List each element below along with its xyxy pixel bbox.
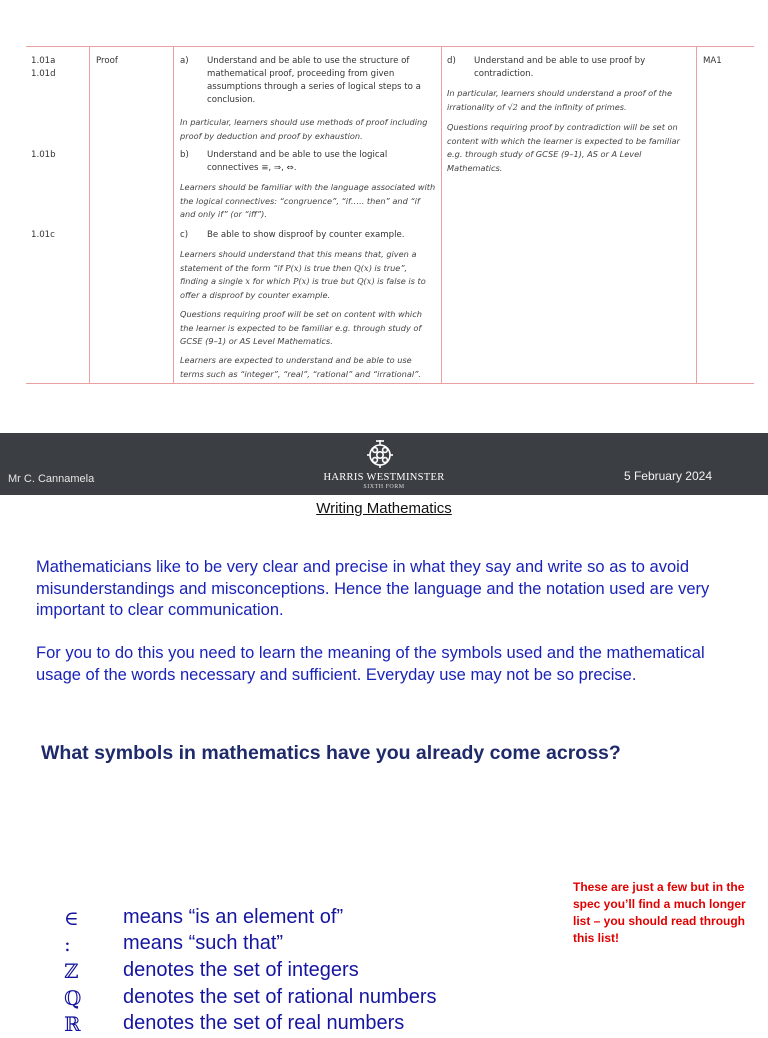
spec-item-a [180,55,434,107]
note-text: is false is to offer a disproof by counter example. [180,276,426,300]
item-label: b) [180,150,189,160]
item-text: Understand and be able to use proof by contradiction. [474,56,646,79]
item-label: d) [447,56,456,66]
math-expr: P(x) [285,262,302,273]
brand-name: HARRIS WESTMINSTER [323,472,445,483]
item-label: a) [180,56,189,66]
spec-topic: Proof [96,56,118,66]
integers-symbol: ℤ [64,959,79,983]
slide-date: 5 February 2024 [623,469,712,483]
note-text: and the infinity of primes. [517,101,627,112]
spec-item-b [180,149,434,177]
note-text: is true but [309,276,357,286]
item-label: c) [180,230,189,240]
spec-code: 1.01b [31,150,56,160]
spec-reference: MA1 [703,56,722,66]
spec-note: Questions requiring proof by contradiction will be set on content with which the learner is expected to be familiar e.g. through study of GCSE (9–1), AS or A Level Mathematics. [447,122,680,173]
spec-code: 1.01d [31,69,56,79]
symbol-row [0,959,560,985]
item-text: Understand and be able to use the structure of mathematical proof, proceeding from given assumptions through a series of logical steps to a conclusion. [207,56,421,105]
math-expr: x [245,276,251,286]
spec-item-c [180,229,434,243]
note-text: is true then [301,262,355,273]
symbol-row [0,906,560,932]
math-expr: Q(x) [354,262,372,273]
symbol-meaning: denotes the set of rational numbers [123,986,437,1008]
note-text: In particular, learners should understand a proof of the irrationality of [447,88,673,112]
note-text: for which [250,276,293,286]
spec-note [447,87,693,114]
symbol-row [0,986,560,1012]
slide-header [0,433,768,495]
rationals-symbol: ℚ [64,986,82,1010]
math-expr: √2 [507,101,518,112]
math-expr: P(x) [292,276,310,286]
element-of-symbol: ∈ [64,906,79,930]
intro-paragraph: Mathematicians like to be very clear and precise in what they say and write so as to avoid misunderstandings and misconceptions. Hence the language and the notation used are very important to clear communication. [36,558,710,619]
spec-note: In particular, learners should use methods of proof including proof by deduction and proof by exhaustion. [180,117,428,141]
slide-title: Writing Mathematics [316,500,452,517]
symbol-meaning: means “is an element of” [123,906,344,928]
teacher-name: Mr C. Cannamela [8,473,95,485]
table-divider [173,47,174,383]
note-text: Learners should understand that this means that, given a statement of the form “if [180,249,417,273]
symbol-meaning: means “such that” [123,932,284,954]
spec-note [180,248,436,302]
table-divider [89,47,90,383]
table-divider [696,47,697,383]
spec-table [26,46,754,384]
aside-note: These are just a few but in the spec you’ll find a much longer list – you should read through this list! [573,880,746,945]
brand-subtitle: SIXTH FORM [363,484,405,490]
table-divider [441,47,442,383]
intro-paragraph: For you to do this you need to learn the meaning of the symbols used and the mathematical usage of the words necessary and sufficient. Everyday use may not be so precise. [36,644,705,684]
spec-note: Learners are expected to understand and be able to use terms such as “integer”, “real”, “rational” and “irrational”. [180,355,422,379]
symbol-meaning: denotes the set of real numbers [123,1012,405,1034]
spec-code: 1.01c [31,230,55,240]
symbol-meaning: denotes the set of integers [123,959,359,981]
item-text: Understand and be able to use the logical connectives ≡, ⇒, ⇔. [207,150,388,173]
spec-note: Questions requiring proof will be set on content with which the learner is expected to be familiar e.g. through study of GCSE (9–1) or AS Level Mathematics. [180,309,422,346]
math-expr: Q(x) [356,276,375,286]
spec-note: Learners should be familiar with the language associated with the logical connectives: “congruence”, “if….. then” and “if and only if” (or “iff”). [180,182,436,219]
spec-item-d [447,55,687,83]
such-that-symbol: : [64,932,71,956]
reals-symbol: ℝ [64,1012,81,1036]
crest-icon [363,437,397,471]
item-text: Be able to show disproof by counter example. [207,230,405,240]
spec-code: 1.01a [31,56,56,66]
note-text: is true”, finding a single [180,262,408,286]
question-heading: What symbols in mathematics have you already come across? [41,742,621,764]
symbol-row [0,932,560,958]
symbol-row [0,1012,560,1038]
